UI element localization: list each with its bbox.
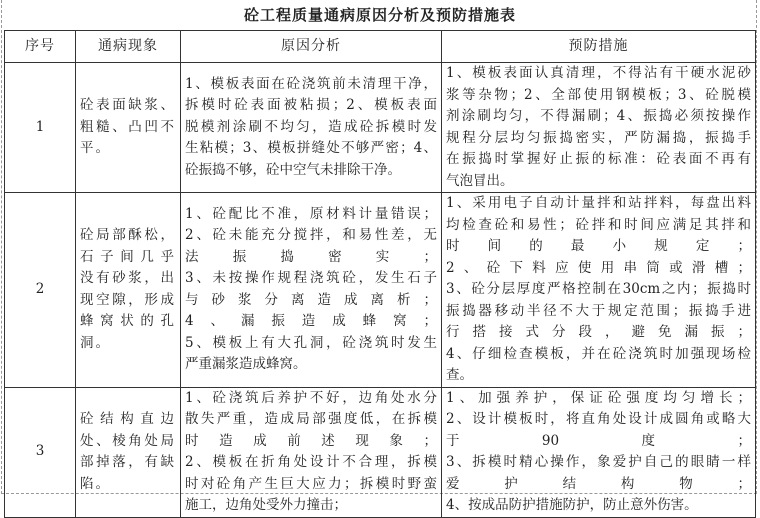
cell-text-line: 气泡冒出。 <box>446 172 514 189</box>
prevention-cell <box>442 193 756 388</box>
cell-text-line: 脱模剂涂刷不均匀，造成砼拆模时发 <box>185 118 437 135</box>
cell-text-line: 砼局部酥松， <box>80 227 176 244</box>
cell-text-line: 3、未按操作规程浇筑砼，发生石子 <box>185 270 437 287</box>
header-prevention: 预防措施 <box>442 31 756 63</box>
cell-text-line: 3、拆模时精心操作，象爱护自己的眼睛一样 <box>446 454 751 470</box>
cause-cell <box>181 387 442 517</box>
cell-text-line: 1、加强养护，保证砼强度均匀增长； <box>446 389 751 406</box>
cell-text-line: 没有砂浆，出 <box>80 270 176 287</box>
table-row <box>5 193 756 388</box>
cell-text-line: 散失严重，造成局部强度低，在拆模 <box>185 411 437 427</box>
cell-text-line: 生粘模；3、模板拼缝处不够严密；4、 <box>185 140 437 157</box>
table-header-row <box>5 31 756 63</box>
document-title: 砼工程质量通病原因分析及预防措施表 <box>243 6 516 24</box>
cause-cell <box>181 63 442 193</box>
cell-text-line: 陷。 <box>80 475 111 492</box>
cell-text-line: 行搭接式分段，避免漏振； <box>446 324 751 340</box>
cell-text-line: 均检查砼和易性；砼拌和时间应满足其拌和 <box>446 216 751 233</box>
symptom-cell <box>76 63 181 193</box>
cell-text-line: 砼结构直边 <box>80 411 176 427</box>
cell-text-line: 粗糙、凸凹不 <box>80 118 176 135</box>
cell-text-line: 1、模板表面在砼浇筑前未清理干净， <box>185 75 437 92</box>
cell-text-line: 严重漏浆造成蜂窝。 <box>185 356 307 373</box>
cell-text-line: 现空隙，形成 <box>80 291 176 308</box>
cell-text-line: 蜂窝状的孔 <box>80 313 176 330</box>
cell-text-line: 浆等杂物；2、全部使用钢模板；3、砼脱模 <box>446 86 751 103</box>
cell-text-line: 剂涂刷均匀，不得漏刷；4、振捣必须按操作 <box>446 108 751 124</box>
cause-cell <box>181 193 442 388</box>
cell-text-line: 平。 <box>80 140 111 157</box>
cell-text-line: 洞。 <box>80 334 111 351</box>
cell-text-line: 拆模时砼表面被粘损；2、模板表面 <box>185 97 437 114</box>
cell-text-line: 2、设计模板时，将直角处设计成圆角或略大 <box>446 411 751 427</box>
cell-text-line: 部掉落，有缺 <box>80 454 176 470</box>
cell-text-line: 时造成前述现象； <box>185 432 437 449</box>
cell-text-line: 在振捣时掌握好止振的标准：砼表面不再有 <box>446 151 751 167</box>
symptom-cell <box>76 193 181 388</box>
row-number: 1 <box>5 63 76 193</box>
cell-text-line: 3、砼分层厚度严格控制在30cm之内；振捣时 <box>446 281 751 297</box>
cell-text-line: 振捣器移动半径不大于规定范围；振捣手进 <box>446 302 751 319</box>
cell-text-line: 与砂浆分离造成离析； <box>185 291 437 308</box>
row-number: 2 <box>5 193 76 388</box>
cell-text-line: 4、仔细检查模板，并在砼浇筑时加强现场检 <box>446 345 751 362</box>
cell-text-line: 1、模板表面认真清理，不得沾有干硬水泥砂 <box>446 65 751 81</box>
cell-text-line: 时间的最小规定； <box>446 238 751 254</box>
table-row <box>5 387 756 517</box>
cell-text-line: 规程分层均匀振捣密实，严防漏捣，振捣手 <box>446 129 751 146</box>
cell-text-line: 1、采用电子自动计量拌和站拌料，每盘出料 <box>446 195 751 211</box>
cell-text-line: 石子间几乎 <box>80 248 176 265</box>
cell-text-line: 1、砼浇筑后养护不好，边角处水分 <box>185 389 437 406</box>
cell-text-line: 于90度； <box>446 432 751 449</box>
cell-text-line: 5、模板上有大孔洞，砼浇筑时发生 <box>185 334 437 351</box>
header-cause: 原因分析 <box>181 31 442 63</box>
header-symptom: 通病现象 <box>76 31 181 63</box>
cell-text-line: 2、砼未能充分搅拌，和易性差，无 <box>185 227 437 244</box>
cell-text-line: 4、按成品防护措施防护，防止意外伤害。 <box>446 497 698 513</box>
row-number: 3 <box>5 387 76 517</box>
cell-text-line: 2、模板在折角处设计不合理，拆模 <box>185 454 437 470</box>
cell-text-line: 砼振捣不够，砼中空气未排除干净。 <box>185 161 401 178</box>
symptom-cell <box>76 387 181 517</box>
prevention-cell <box>442 63 756 193</box>
cell-text-line: 处、棱角处局 <box>80 432 176 449</box>
cell-text-line: 1、砼配比不准，原材料计量错误； <box>185 205 437 222</box>
cell-text-line: 施工，边角处受外力撞击； <box>185 497 347 513</box>
defect-analysis-table <box>4 30 756 518</box>
cell-text-line: 查。 <box>446 367 473 383</box>
cell-text-line: 2、砼下料应使用串筒或滑槽； <box>446 259 751 276</box>
cell-text-line: 砼表面缺浆、 <box>80 97 176 114</box>
prevention-cell <box>442 387 756 517</box>
cell-text-line: 爱护结构物； <box>446 475 751 492</box>
header-no: 序号 <box>5 31 76 63</box>
cell-text-line: 时对砼角产生巨大应力；拆模时野蛮 <box>185 475 437 492</box>
cell-text-line: 4、漏振造成蜂窝； <box>185 313 437 330</box>
cell-text-line: 法振捣密实； <box>185 248 437 265</box>
table-row <box>5 63 756 193</box>
